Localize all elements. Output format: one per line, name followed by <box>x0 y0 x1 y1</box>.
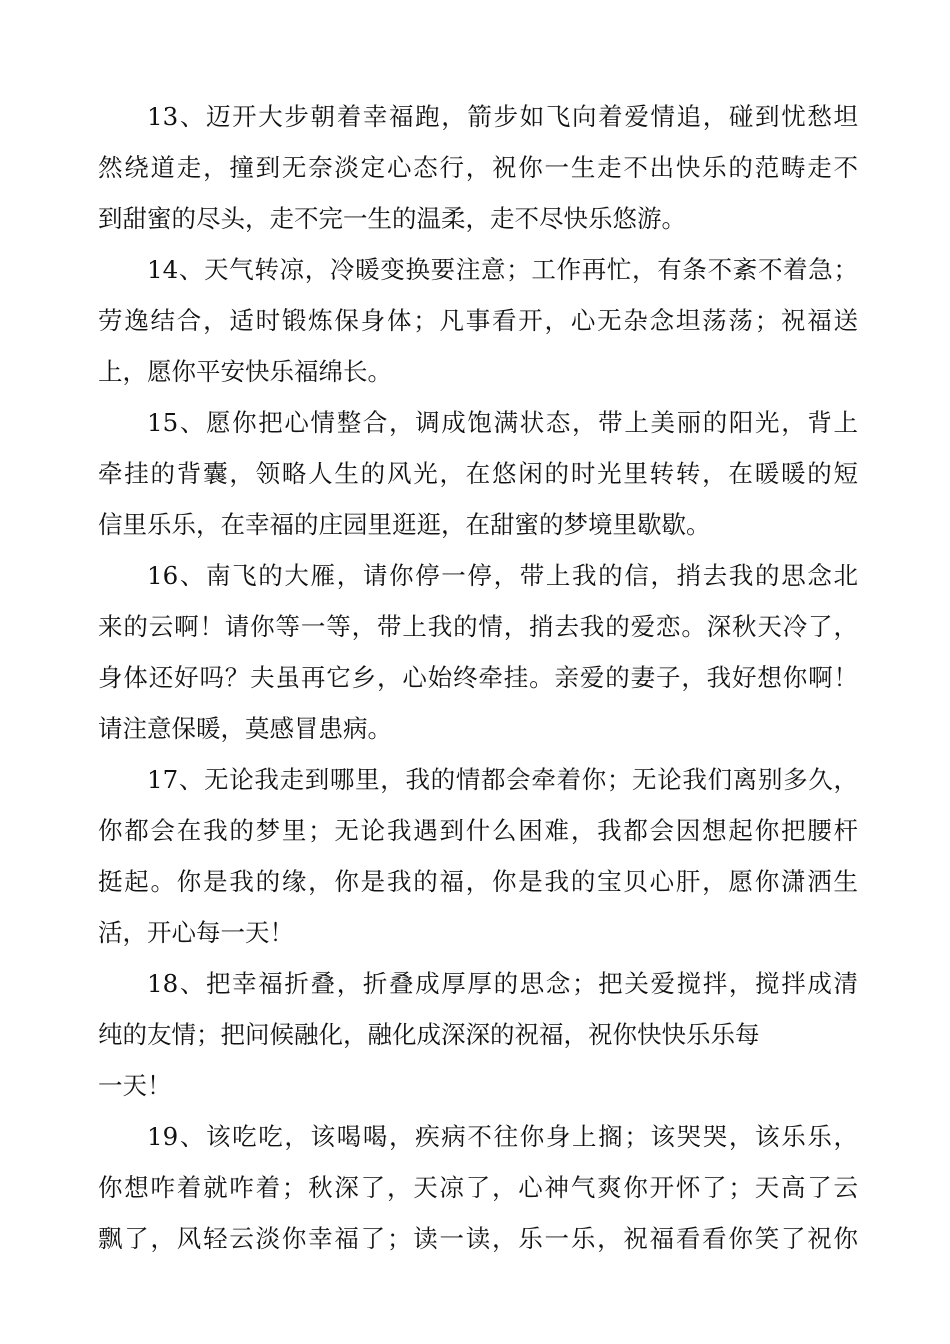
text-line: 来的云啊！请你等一等，带上我的情，捎去我的爱恋。深秋天冷了， <box>98 612 858 641</box>
paragraph-13 <box>98 91 858 244</box>
text-line: 上，愿你平安快乐福绵长。 <box>98 357 392 386</box>
text-line: 你都会在我的梦里；无论我遇到什么困难，我都会因想起你把腰杆 <box>98 816 858 845</box>
text-line: 13、迈开大步朝着幸福跑，箭步如飞向着爱情追，碰到忧愁坦 <box>147 102 858 131</box>
text-line: 到甜蜜的尽头，走不完一生的温柔，走不尽快乐悠游。 <box>98 204 686 233</box>
text-line: 19、该吃吃，该喝喝，疾病不往你身上搁；该哭哭，该乐乐， <box>147 1122 858 1151</box>
text-line: 16、南飞的大雁，请你停一停，带上我的信，捎去我的思念北 <box>147 561 858 590</box>
paragraph-16 <box>98 550 858 754</box>
text-line: 挺起。你是我的缘，你是我的福，你是我的宝贝心肝，愿你潇洒生 <box>98 867 858 896</box>
text-line: 请注意保暖，莫感冒患病。 <box>98 714 392 743</box>
text-line: 牵挂的背囊，领略人生的风光，在悠闲的时光里转转，在暖暖的短 <box>98 459 858 488</box>
text-line: 17、无论我走到哪里，我的情都会牵着你；无论我们离别多久， <box>147 765 858 794</box>
paragraph-15 <box>98 397 858 550</box>
text-line: 信里乐乐，在幸福的庄园里逛逛，在甜蜜的梦境里歇歇。 <box>98 510 711 539</box>
text-line: 身体还好吗？夫虽再它乡，心始终牵挂。亲爱的妻子，我好想你啊！ <box>98 663 858 692</box>
text-line: 纯的友情；把问候融化，融化成深深的祝福，祝你快快乐乐每 <box>98 1020 760 1049</box>
paragraph-18 <box>98 958 858 1111</box>
text-line: 你想咋着就咋着；秋深了，天凉了，心神气爽你开怀了；天高了云 <box>98 1173 858 1202</box>
paragraph-17 <box>98 754 858 958</box>
document-body <box>98 91 858 1264</box>
text-line: 然绕道走，撞到无奈淡定心态行，祝你一生走不出快乐的范畴走不 <box>98 153 858 182</box>
text-line: 劳逸结合，适时锻炼保身体；凡事看开，心无杂念坦荡荡；祝福送 <box>98 306 858 335</box>
text-line: 18、把幸福折叠，折叠成厚厚的思念；把关爱搅拌，搅拌成清 <box>147 969 858 998</box>
text-line: 飘了，风轻云淡你幸福了；读一读，乐一乐，祝福看看你笑了祝你 <box>98 1224 858 1253</box>
text-line: 15、愿你把心情整合，调成饱满状态，带上美丽的阳光，背上 <box>147 408 858 437</box>
text-line: 活，开心每一天！ <box>98 918 294 947</box>
paragraph-14 <box>98 244 858 397</box>
text-line: 14、天气转凉，冷暖变换要注意；工作再忙，有条不紊不着急； <box>147 255 858 284</box>
text-line: 一天！ <box>98 1071 172 1100</box>
paragraph-19 <box>98 1111 858 1264</box>
